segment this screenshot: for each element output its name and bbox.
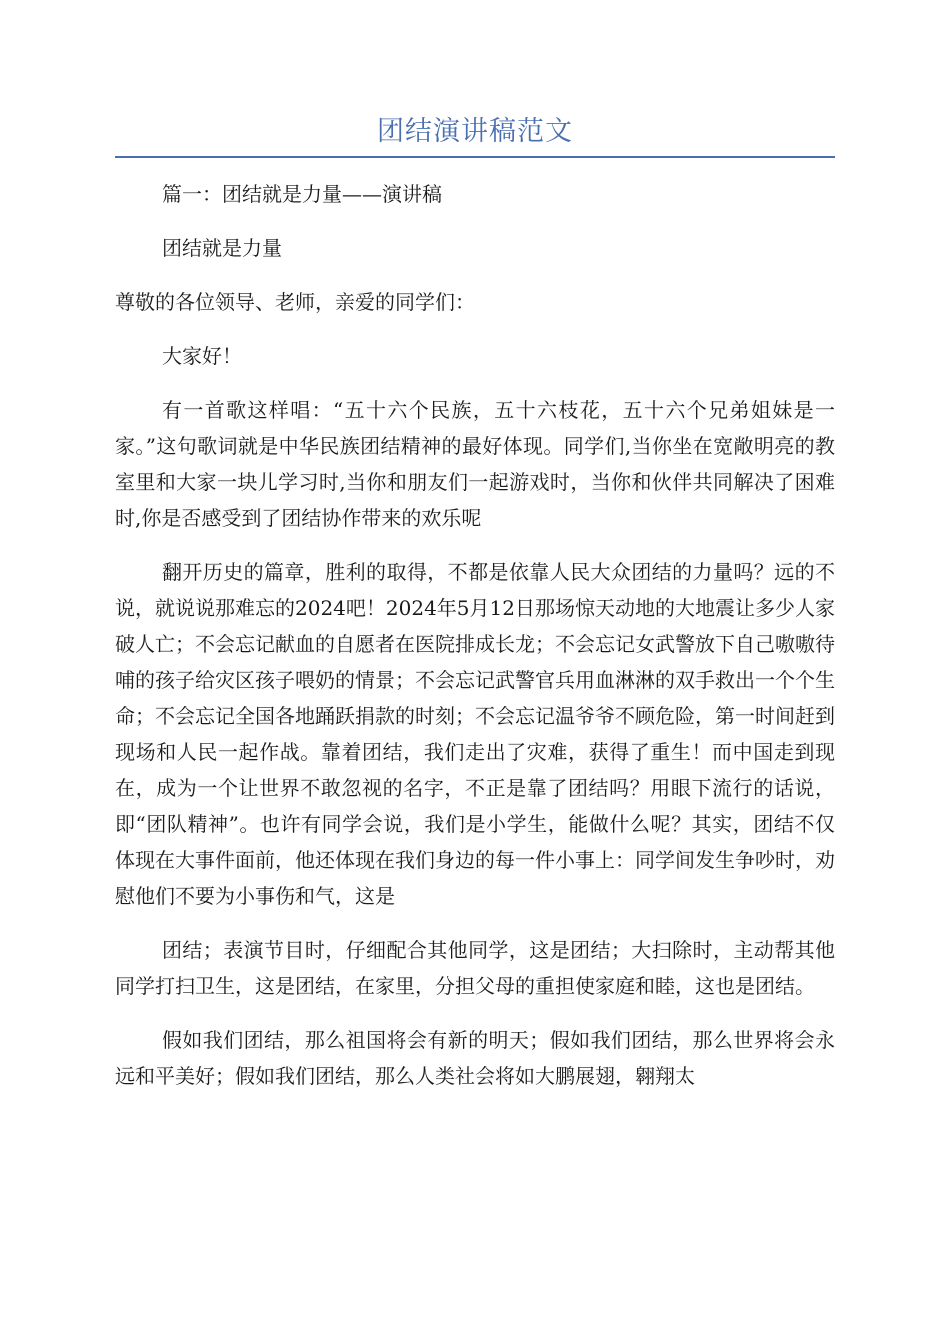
document-body xyxy=(115,176,835,1112)
paragraph: 有一首歌这样唱：“五十六个民族，五十六枝花，五十六个兄弟姐妹是一家。”这句歌词就是中华民族团结精神的最好体现。同学们,当你坐在宽敞明亮的教室里和大家一块儿学习时,当你和朋友们一起游戏时，当你和伙伴共同解决了困难时,你是否感受到了团结协作带来的欢乐呢 xyxy=(115,398,835,530)
paragraph: 假如我们团结，那么祖国将会有新的明天；假如我们团结，那么世界将会永远和平美好；假如我们团结，那么人类社会将如大鹏展翅，翱翔太 xyxy=(115,1028,835,1088)
paragraph: 团结；表演节目时，仔细配合其他同学，这是团结；大扫除时，主动帮其他同学打扫卫生，这是团结，在家里，分担父母的重担使家庭和睦，这也是团结。 xyxy=(115,938,835,998)
paragraph: 翻开历史的篇章，胜利的取得，不都是依靠人民大众团结的力量吗？远的不说，就说说那难忘的2024吧！2024年5月12日那场惊天动地的大地震让多少人家破人亡；不会忘记献血的自愿者在医院排成长龙；不会忘记女武警放下自己嗷嗷待哺的孩子给灾区孩子喂奶的情景；不会忘记武警官兵用血淋淋的双手救出一个个生命；不会忘记全国各地踊跃捐款的时刻；不会忘记温爷爷不顾危险，第一时间赶到现场和人民一起作战。靠着团结，我们走出了灾难，获得了重生！而中国走到现在，成为一个让世界不敢忽视的名字，不正是靠了团结吗？用眼下流行的话说，即“团队精神”。也许有同学会说，我们是小学生，能做什么呢？其实，团结不仅体现在大事件面前，他还体现在我们身边的每一件小事上：同学间发生争吵时，劝慰他们不要为小事伤和气，这是 xyxy=(115,560,835,908)
paragraph: 篇一：团结就是力量——演讲稿 xyxy=(162,182,442,206)
title-block xyxy=(115,112,835,158)
paragraph: 团结就是力量 xyxy=(162,236,282,260)
paragraph: 大家好！ xyxy=(162,344,242,368)
document-title: 团结演讲稿范文 xyxy=(377,116,573,147)
paragraph: 尊敬的各位领导、老师，亲爱的同学们： xyxy=(115,290,475,314)
